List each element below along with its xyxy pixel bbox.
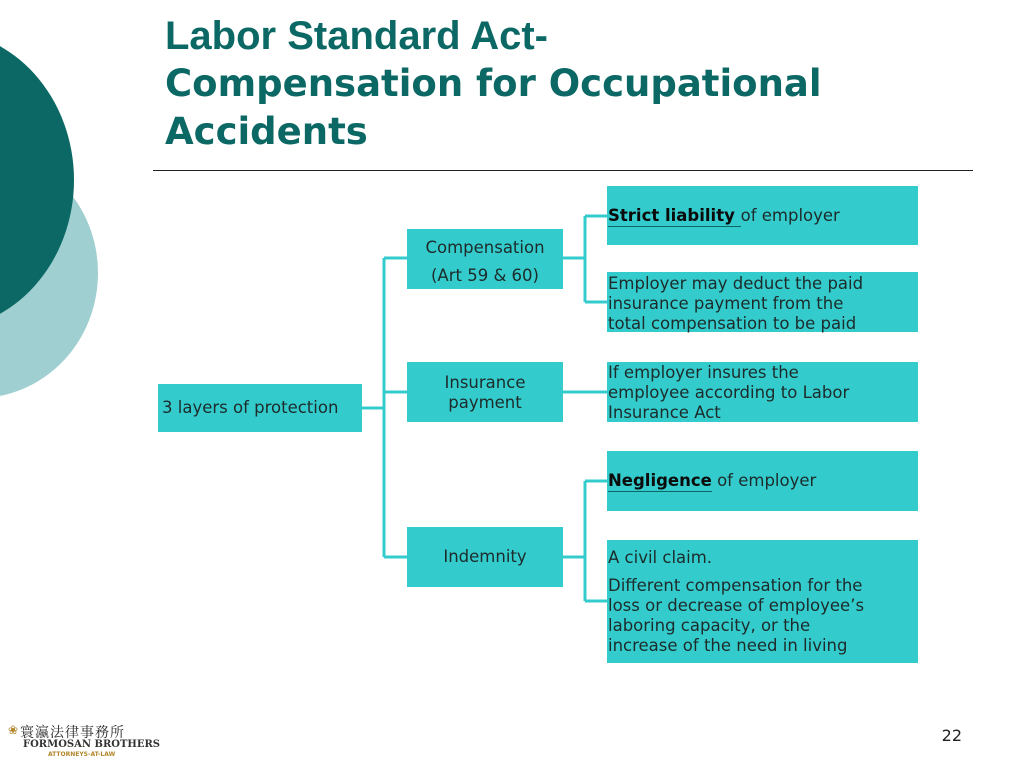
root-label: 3 layers of protection — [162, 398, 339, 417]
strict-liability-emphasis: Strict liability — [608, 206, 741, 225]
deduct-line-3: total compensation to be paid — [608, 314, 857, 333]
indemnity-node — [407, 527, 563, 587]
logo-firm-name: FORMOSAN BROTHERS — [23, 739, 161, 750]
compensation-node — [407, 229, 563, 289]
negligence-node — [607, 451, 918, 511]
deduct-line-1: Employer may deduct the paid — [608, 274, 864, 293]
labor-insurance-line-3: Insurance Act — [608, 403, 721, 422]
strict-liability-rest: of employer — [740, 206, 840, 225]
civil-claim-line-2: Different compensation for the — [608, 576, 863, 595]
deduct-insurance-node — [607, 272, 918, 332]
page-title-line-2: Compensation for Occupational — [165, 62, 822, 105]
insurance-payment-node — [407, 362, 563, 422]
page-title-line-1: Labor Standard Act- — [165, 14, 548, 58]
negligence-rest: of employer — [711, 471, 817, 490]
civil-claim-line-4: laboring capacity, or the — [608, 616, 811, 635]
civil-claim-node — [607, 540, 918, 663]
labor-insurance-line-1: If employer insures the — [608, 363, 799, 382]
negligence-emphasis: Negligence — [608, 471, 712, 490]
labor-insurance-line-2: employee according to Labor — [608, 383, 850, 402]
page-title-line-3: Accidents — [165, 110, 368, 153]
labor-insurance-node — [607, 362, 918, 422]
logo-emblem-icon: ❀ — [8, 723, 19, 737]
root-node — [158, 384, 362, 432]
page-number: 22 — [941, 726, 962, 745]
strict-liability-node — [607, 186, 918, 245]
civil-claim-line-3: loss or decrease of employee’s — [608, 596, 865, 615]
insurance-label-line-1: Insurance — [444, 373, 526, 392]
deduct-line-2: insurance payment from the — [608, 294, 844, 313]
compensation-label: Compensation — [425, 238, 545, 257]
logo-tagline: ATTORNEYS-AT-LAW — [48, 751, 116, 758]
logo-chinese-name: 寰瀛法律事務所 — [20, 725, 125, 741]
civil-claim-line-5: increase of the need in living — [608, 636, 848, 655]
indemnity-label: Indemnity — [443, 547, 527, 566]
civil-claim-line-1: A civil claim. — [608, 548, 713, 567]
firm-logo — [8, 722, 161, 760]
compensation-article: (Art 59 & 60) — [430, 266, 539, 285]
insurance-label-line-2: payment — [448, 393, 522, 412]
